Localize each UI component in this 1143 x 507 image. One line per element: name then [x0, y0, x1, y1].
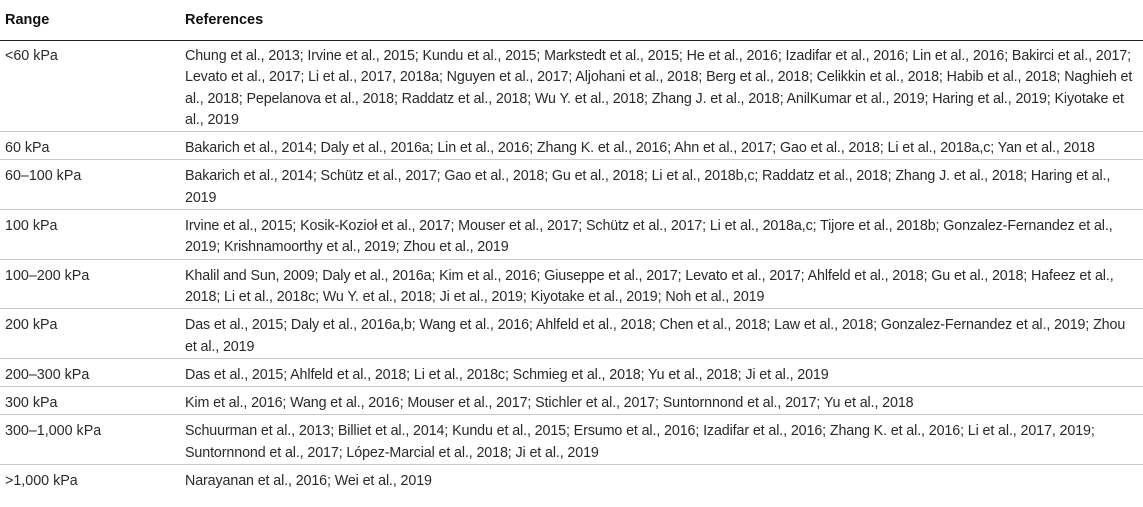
references-cell: Das et al., 2015; Ahlfeld et al., 2018; Li et al., 2018c; Schmieg et al., 2018; Yu et al., 2018; Ji et al., 2019: [183, 358, 1143, 386]
range-cell: 300 kPa: [0, 387, 183, 415]
table-row: [0, 160, 1143, 210]
range-cell: 200–300 kPa: [0, 358, 183, 386]
range-cell: 300–1,000 kPa: [0, 415, 183, 465]
table-row: [0, 132, 1143, 160]
range-cell: 60–100 kPa: [0, 160, 183, 210]
references-cell: Kim et al., 2016; Wang et al., 2016; Mouser et al., 2017; Stichler et al., 2017; Suntornnond et al., 2017; Yu et al., 2018: [183, 387, 1143, 415]
references-column-header: References: [183, 0, 1143, 41]
table-row: [0, 465, 1143, 493]
table-row: [0, 309, 1143, 359]
references-cell: Irvine et al., 2015; Kosik-Kozioł et al., 2017; Mouser et al., 2017; Schütz et al., 2017; Li et al., 2018a,c; Tijore et al., 2018b; Gonzalez-Fernandez et al., 2019; Krishnamoorthy et al., 2019; Zhou et al., 2019: [183, 210, 1143, 260]
table-row: [0, 358, 1143, 386]
references-cell: Khalil and Sun, 2009; Daly et al., 2016a; Kim et al., 2016; Giuseppe et al., 2017; Levato et al., 2017; Ahlfeld et al., 2018; Gu et al., 2018; Hafeez et al., 2018; Li et al., 2018c; Wu Y. et al., 2018; Ji et al., 2019; Kiyotake et al., 2019; Noh et al., 2019: [183, 259, 1143, 309]
references-cell: Schuurman et al., 2013; Billiet et al., 2014; Kundu et al., 2015; Ersumo et al., 2016; Izadifar et al., 2016; Zhang K. et al., 2016; Li et al., 2017, 2019; Suntornnond et al., 2017; López-Marcial et al., 2018; Ji et al., 2019: [183, 415, 1143, 465]
range-cell: 200 kPa: [0, 309, 183, 359]
header-row: [0, 0, 1143, 41]
table-header: [0, 0, 1143, 41]
range-cell: 60 kPa: [0, 132, 183, 160]
table-body: [0, 41, 1143, 493]
references-cell: Das et al., 2015; Daly et al., 2016a,b; Wang et al., 2016; Ahlfeld et al., 2018; Chen et al., 2018; Law et al., 2018; Gonzalez-Fernandez et al., 2019; Zhou et al., 2019: [183, 309, 1143, 359]
references-cell: Bakarich et al., 2014; Schütz et al., 2017; Gao et al., 2018; Gu et al., 2018; Li et al., 2018b,c; Raddatz et al., 2018; Zhang J. et al., 2018; Haring et al., 2019: [183, 160, 1143, 210]
range-column-header: Range: [0, 0, 183, 41]
references-cell: Bakarich et al., 2014; Daly et al., 2016a; Lin et al., 2016; Zhang K. et al., 2016; Ahn et al., 2017; Gao et al., 2018; Li et al., 2018a,c; Yan et al., 2018: [183, 132, 1143, 160]
range-cell: >1,000 kPa: [5, 473, 78, 490]
table-row: [0, 259, 1143, 309]
table-row: [0, 41, 1143, 132]
table-row: [0, 387, 1143, 415]
range-cell: 100 kPa: [0, 210, 183, 260]
references-cell: Narayanan et al., 2016; Wei et al., 2019: [185, 473, 432, 490]
table-row: [0, 210, 1143, 260]
range-cell: <60 kPa: [0, 41, 183, 132]
table-row: [0, 415, 1143, 465]
references-cell: Chung et al., 2013; Irvine et al., 2015; Kundu et al., 2015; Markstedt et al., 2015; He et al., 2016; Izadifar et al., 2016; Lin et al., 2016; Bakirci et al., 2017; Levato et al., 2017; Li et al., 2017, 2018a; Nguyen et al., 2017; Aljohani et al., 2018; Berg et al., 2018; Celikkin et al., 2018; Habib et al., 2018; Naghieh et al., 2018; Pepelanova et al., 2018; Raddatz et al., 2018; Wu Y. et al., 2018; Zhang J. et al., 2018; AnilKumar et al., 2019; Haring et al., 2019; Kiyotake et al., 2019: [183, 41, 1143, 132]
range-cell: 100–200 kPa: [0, 259, 183, 309]
